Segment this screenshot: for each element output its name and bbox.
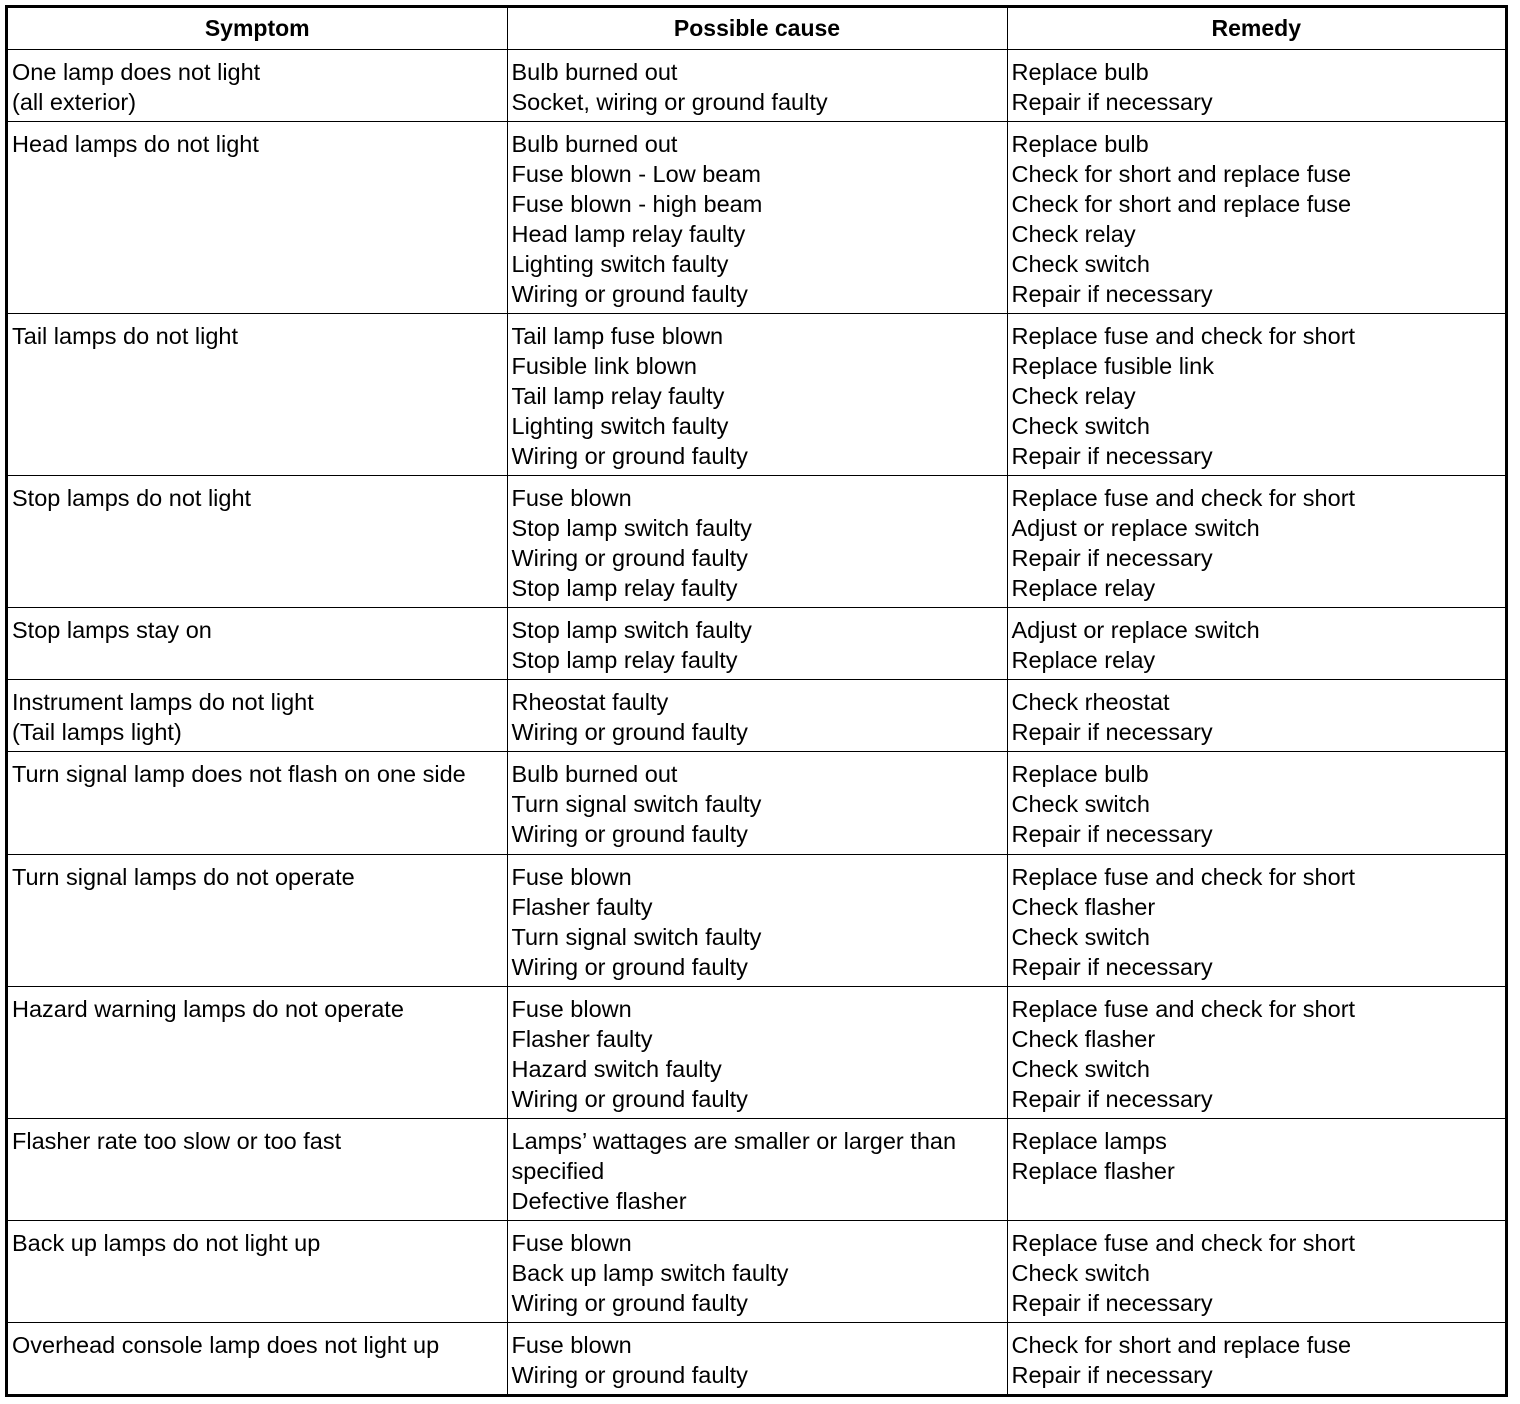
table-header: [8, 8, 1505, 50]
cause-line: Fuse blown - high beam: [511, 191, 763, 218]
table-row: [8, 50, 1505, 122]
symptom-cell: [8, 1322, 507, 1394]
remedy-cell: [1007, 1118, 1505, 1220]
cause-line: Bulb burned out: [511, 761, 678, 788]
cause-line: Turn signal switch faulty: [511, 923, 762, 950]
table-row: [8, 122, 1505, 314]
remedy-line: Repair if necessary: [1011, 89, 1213, 115]
table-row: [8, 854, 1505, 986]
cause-cell: [507, 122, 1007, 314]
table-row: [8, 752, 1505, 854]
remedy-line: Replace fuse and check for short: [1011, 863, 1356, 890]
cause-line: Defective flasher: [511, 1187, 687, 1214]
cause-line: Fuse blown: [511, 995, 632, 1022]
remedy-cell: [1007, 314, 1505, 476]
cause-line: Flasher faulty: [511, 893, 653, 920]
remedy-line: Check switch: [1011, 1259, 1150, 1286]
symptom-cell: [8, 122, 507, 314]
remedy-line: Replace bulb: [1011, 59, 1149, 85]
symptom-line: Head lamps do not light: [12, 131, 259, 158]
symptom-line: Tail lamps do not light: [12, 323, 238, 350]
remedy-line: Repair if necessary: [1011, 281, 1213, 308]
remedy-line: Check switch: [1011, 251, 1150, 278]
remedy-line: Repair if necessary: [1011, 1085, 1213, 1112]
cause-cell: [507, 680, 1007, 752]
remedy-line: Replace fuse and check for short: [1011, 323, 1356, 350]
remedy-line: Repair if necessary: [1011, 719, 1213, 746]
remedy-line: Check relay: [1011, 221, 1136, 248]
cause-line: Tail lamp fuse blown: [511, 323, 724, 350]
remedy-line: Repair if necessary: [1011, 1289, 1213, 1316]
remedy-line: Check for short and replace fuse: [1011, 1331, 1352, 1358]
cause-line: Stop lamp relay faulty: [511, 575, 738, 602]
cause-line: Wiring or ground faulty: [511, 443, 748, 470]
remedy-line: Replace fuse and check for short: [1011, 1229, 1356, 1256]
cause-line: Wiring or ground faulty: [511, 821, 748, 848]
remedy-line: Replace flasher: [1011, 1157, 1175, 1184]
remedy-line: Check switch: [1011, 791, 1150, 818]
remedy-line: Replace relay: [1011, 575, 1156, 602]
remedy-cell: [1007, 122, 1505, 314]
cause-line: Wiring or ground faulty: [511, 545, 748, 572]
remedy-cell: [1007, 50, 1505, 122]
symptom-cell: [8, 680, 507, 752]
remedy-line: Check rheostat: [1011, 689, 1170, 716]
symptom-line: Turn signal lamps do not operate: [12, 863, 355, 890]
remedy-line: Check relay: [1011, 383, 1136, 410]
remedy-line: Check for short and replace fuse: [1011, 191, 1352, 218]
cause-cell: [507, 1118, 1007, 1220]
cause-cell: [507, 314, 1007, 476]
cause-cell: [507, 1322, 1007, 1394]
cause-line: Socket, wiring or ground faulty: [511, 89, 828, 115]
table-row: [8, 1322, 1505, 1394]
symptom-line: Instrument lamps do not light: [12, 689, 314, 716]
remedy-cell: [1007, 1220, 1505, 1322]
remedy-line: Replace lamps: [1011, 1127, 1167, 1154]
cause-line: Wiring or ground faulty: [511, 1085, 748, 1112]
symptom-line: Stop lamps stay on: [12, 617, 212, 644]
symptom-line: One lamp does not light: [12, 59, 261, 85]
remedy-line: Check switch: [1011, 1055, 1150, 1082]
table-row: [8, 1220, 1505, 1322]
cause-line: Head lamp relay faulty: [511, 221, 746, 248]
cause-cell: [507, 50, 1007, 122]
remedy-line: Check switch: [1011, 923, 1150, 950]
cause-cell: [507, 1220, 1007, 1322]
remedy-line: Repair if necessary: [1011, 953, 1213, 980]
remedy-line: Replace fuse and check for short: [1011, 995, 1356, 1022]
remedy-line: Adjust or replace switch: [1011, 515, 1260, 542]
symptom-cell: [8, 1220, 507, 1322]
troubleshooting-table-container: [5, 5, 1508, 1397]
symptom-line: (Tail lamps light): [12, 719, 182, 746]
table-row: [8, 680, 1505, 752]
cause-cell: [507, 608, 1007, 680]
cause-line: Wiring or ground faulty: [511, 953, 748, 980]
cause-line: Fuse blown: [511, 1331, 632, 1358]
cause-line: Wiring or ground faulty: [511, 1289, 748, 1316]
cause-line: Lighting switch faulty: [511, 413, 729, 440]
cause-line: Fuse blown: [511, 863, 632, 890]
cause-line: Bulb burned out: [511, 131, 678, 158]
remedy-line: Replace fuse and check for short: [1011, 485, 1356, 512]
remedy-cell: [1007, 680, 1505, 752]
symptom-cell: [8, 314, 507, 476]
remedy-line: Repair if necessary: [1011, 821, 1213, 848]
cause-line: Back up lamp switch faulty: [511, 1259, 789, 1286]
remedy-line: Replace relay: [1011, 647, 1156, 674]
symptom-cell: [8, 986, 507, 1118]
cause-line: Lighting switch faulty: [511, 251, 729, 278]
cause-line: Fuse blown: [511, 485, 632, 512]
table-row: [8, 1118, 1505, 1220]
cause-line: Stop lamp relay faulty: [511, 647, 738, 674]
header-possible-cause: Possible cause: [507, 8, 1007, 50]
remedy-line: Check switch: [1011, 413, 1150, 440]
remedy-line: Replace bulb: [1011, 131, 1149, 158]
remedy-line: Replace bulb: [1011, 761, 1149, 788]
table-row: [8, 608, 1505, 680]
cause-line: Fusible link blown: [511, 353, 697, 380]
remedy-line: Replace fusible link: [1011, 353, 1214, 380]
remedy-cell: [1007, 854, 1505, 986]
remedy-line: Repair if necessary: [1011, 1361, 1213, 1388]
cause-line: Fuse blown - Low beam: [511, 161, 761, 188]
cause-line: Turn signal switch faulty: [511, 791, 762, 818]
remedy-line: Check flasher: [1011, 1025, 1156, 1052]
cause-line: Hazard switch faulty: [511, 1055, 722, 1082]
remedy-line: Adjust or replace switch: [1011, 617, 1260, 644]
remedy-cell: [1007, 752, 1505, 854]
symptom-cell: [8, 608, 507, 680]
cause-line: Bulb burned out: [511, 59, 678, 85]
remedy-cell: [1007, 986, 1505, 1118]
table-row: [8, 476, 1505, 608]
cause-cell: [507, 986, 1007, 1118]
cause-cell: [507, 854, 1007, 986]
table-row: [8, 986, 1505, 1118]
remedy-cell: [1007, 1322, 1505, 1394]
symptom-cell: [8, 476, 507, 608]
symptom-cell: [8, 752, 507, 854]
cause-line: Fuse blown: [511, 1229, 632, 1256]
header-symptom: Symptom: [8, 8, 507, 50]
symptom-cell: [8, 854, 507, 986]
troubleshooting-table: [8, 8, 1505, 1394]
cause-line: Wiring or ground faulty: [511, 1361, 748, 1388]
symptom-line: Hazard warning lamps do not operate: [12, 995, 404, 1022]
remedy-cell: [1007, 608, 1505, 680]
cause-line: Wiring or ground faulty: [511, 719, 748, 746]
table-row: [8, 314, 1505, 476]
header-remedy: Remedy: [1007, 8, 1505, 50]
cause-line: Stop lamp switch faulty: [511, 617, 752, 644]
remedy-line: Check flasher: [1011, 893, 1156, 920]
symptom-line: Overhead console lamp does not light up: [12, 1331, 440, 1358]
symptom-cell: [8, 50, 507, 122]
cause-line: Stop lamp switch faulty: [511, 515, 752, 542]
remedy-line: Check for short and replace fuse: [1011, 161, 1352, 188]
cause-line: Wiring or ground faulty: [511, 281, 748, 308]
symptom-line: (all exterior): [12, 89, 137, 115]
header-row: [8, 8, 1505, 50]
symptom-line: Stop lamps do not light: [12, 485, 252, 512]
cause-line: specified: [511, 1157, 605, 1184]
remedy-line: Repair if necessary: [1011, 545, 1213, 572]
remedy-line: Repair if necessary: [1011, 443, 1213, 470]
remedy-cell: [1007, 476, 1505, 608]
symptom-cell: [8, 1118, 507, 1220]
cause-cell: [507, 752, 1007, 854]
symptom-line: Flasher rate too slow or too fast: [12, 1127, 342, 1154]
cause-line: Lamps’ wattages are smaller or larger than: [511, 1127, 957, 1154]
cause-line: Rheostat faulty: [511, 689, 669, 716]
symptom-line: Back up lamps do not light up: [12, 1229, 321, 1256]
cause-line: Flasher faulty: [511, 1025, 653, 1052]
cause-line: Tail lamp relay faulty: [511, 383, 725, 410]
table-body: [8, 50, 1505, 1395]
symptom-line: Turn signal lamp does not flash on one side: [12, 761, 466, 788]
cause-cell: [507, 476, 1007, 608]
